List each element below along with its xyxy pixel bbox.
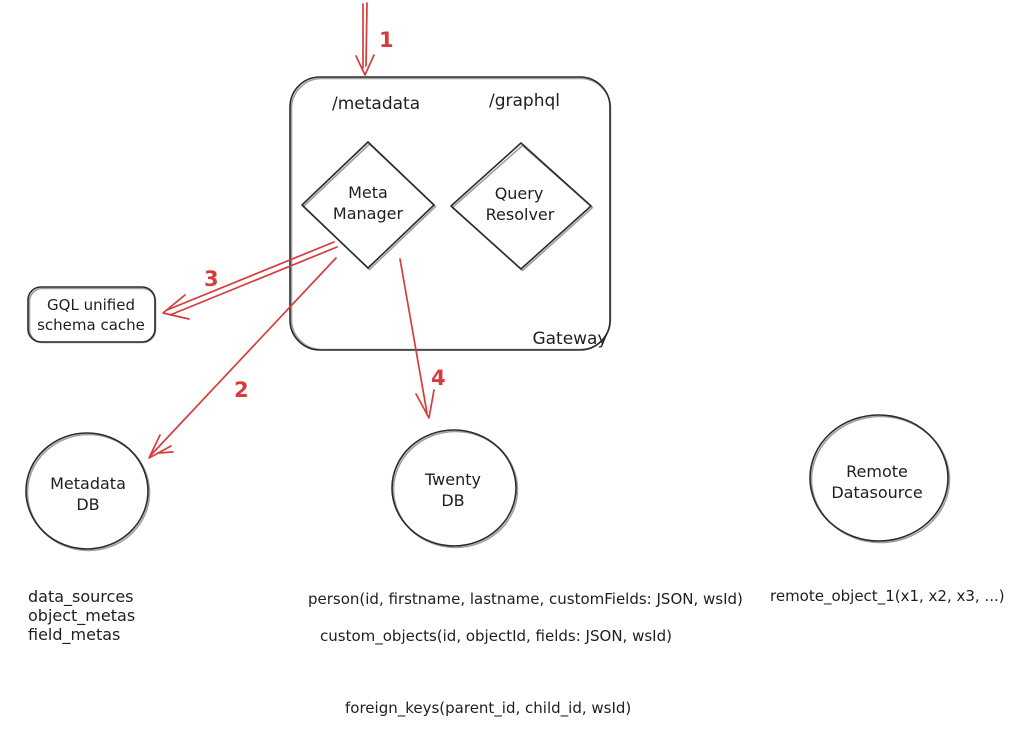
schema-cache-label-line1: GQL unified xyxy=(47,296,135,314)
step-2-label: 2 xyxy=(234,378,249,402)
twenty-db-label-line1: Twenty xyxy=(425,470,481,489)
twenty-db-node xyxy=(392,430,518,548)
remote-datasource-label-line1: Remote xyxy=(846,462,908,481)
arrow-4-line xyxy=(400,259,427,413)
step-1-label: 1 xyxy=(379,28,394,52)
twenty-db-table-foreign-keys: foreign_keys(parent_id, child_id, wsId) xyxy=(345,699,632,717)
query-resolver-node xyxy=(451,143,593,271)
step-4-label: 4 xyxy=(431,366,446,390)
flow-arrow-1 xyxy=(356,3,394,75)
flow-arrow-2 xyxy=(149,258,336,458)
meta-manager-node xyxy=(302,142,436,270)
step-3-label: 3 xyxy=(204,267,219,291)
schema-cache-label-line2: schema cache xyxy=(37,316,145,334)
arrow-3-line-b xyxy=(170,247,337,315)
endpoint-graphql-label: /graphql xyxy=(489,91,561,111)
query-resolver-label-line1: Query xyxy=(494,184,544,203)
metadata-db-table-data-sources: data_sources xyxy=(28,587,134,606)
meta-manager-label-line1: Meta xyxy=(348,183,388,202)
remote-datasource-label-line2: Datasource xyxy=(831,483,923,502)
arrow-2-line xyxy=(151,258,336,455)
remote-datasource-node xyxy=(810,415,950,543)
metadata-db-label-line1: Metadata xyxy=(50,474,126,493)
metadata-db-label-line2: DB xyxy=(76,495,100,514)
metadata-db-table-field-metas: field_metas xyxy=(28,625,121,644)
endpoint-metadata-label: /metadata xyxy=(332,94,421,114)
twenty-db-tables xyxy=(308,590,743,718)
twenty-db-table-person: person(id, firstname, lastname, customFields: JSON, wsId) xyxy=(308,590,743,608)
metadata-db-table-object-metas: object_metas xyxy=(28,606,136,625)
metadata-db-tables xyxy=(28,587,135,645)
meta-manager-label-line2: Manager xyxy=(332,204,404,223)
arrow-1-line-b xyxy=(366,3,367,66)
arrow-3-line-a xyxy=(167,242,334,310)
arrow-1-head xyxy=(356,55,374,75)
twenty-db-label-line2: DB xyxy=(441,491,465,510)
schema-cache-node xyxy=(28,287,156,343)
gateway-label: Gateway xyxy=(532,329,608,349)
metadata-db-node xyxy=(26,433,150,551)
flow-arrow-3 xyxy=(163,242,337,319)
query-resolver-label-line2: Resolver xyxy=(485,205,555,224)
arrow-2-head-extra xyxy=(158,452,173,453)
remote-datasource-table-remote-object-1: remote_object_1(x1, x2, x3, ...) xyxy=(770,587,1005,605)
flow-arrow-4 xyxy=(400,259,446,418)
twenty-db-table-custom-objects: custom_objects(id, objectId, fields: JSON, wsId) xyxy=(320,627,672,645)
remote-datasource-tables xyxy=(770,587,1005,606)
